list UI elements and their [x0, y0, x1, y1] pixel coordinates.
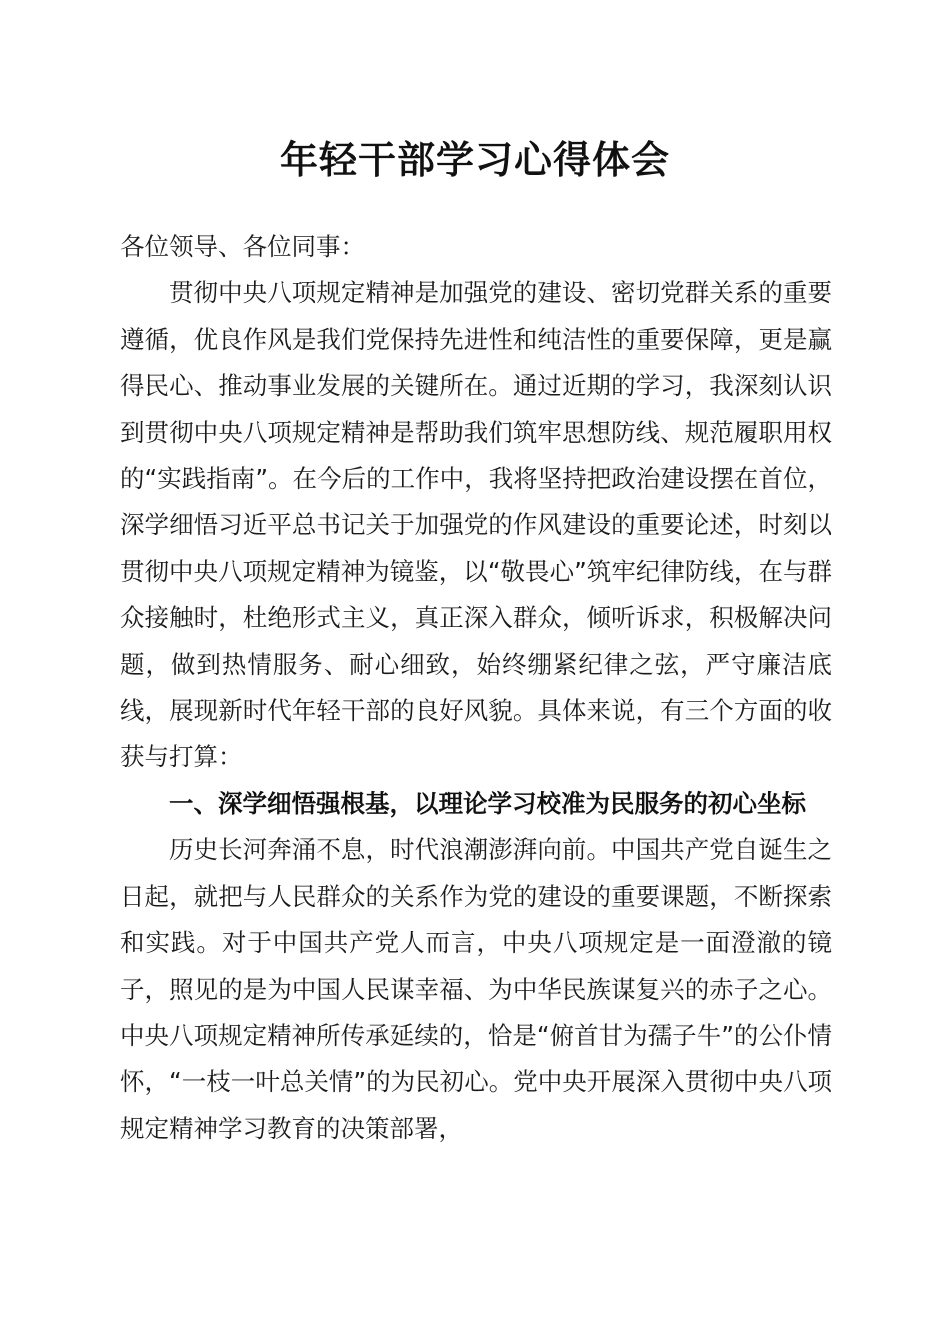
paragraph-section-1: 历史长河奔涌不息，时代浪潮澎湃向前。中国共产党自诞生之日起，就把与人民群众的关系作为党的建设的重要课题，不断探索和实践。对于中国共产党人而言，中央八项规定是一面澄澈的镜子，照见的是为中国人民谋幸福、为中华民族谋复兴的赤子之心。中央八项规定精神所传承延续的，恰是“俯首甘为孺子牛”的公仆情怀，“一枝一叶总关情”的为民初心。党中央开展深入贯彻中央八项规定精神学习教育的决策部署，: [120, 835, 832, 1143]
salutation: 各位领导、各位同事：: [120, 232, 365, 261]
document-title: 年轻干部学习心得体会: [279, 137, 670, 182]
document-body: [120, 224, 832, 1152]
paragraph-intro: 贯彻中央八项规定精神是加强党的建设、密切党群关系的重要遵循，优良作风是我们党保持先进性和纯洁性的重要保障，更是赢得民心、推动事业发展的关键所在。通过近期的学习，我深刻认识到贯彻中央八项规定精神是帮助我们筑牢思想防线、规范履职用权的“实践指南”。在今后的工作中，我将坚持把政治建设摆在首位，深学细悟习近平总书记关于加强党的作风建设的重要论述，时刻以贯彻中央八项规定精神为镜鉴，以“敬畏心”筑牢纪律防线，在与群众接触时，杜绝形式主义，真正深入群众，倾听诉求，积极解决问题，做到热情服务、耐心细致，始终绷紧纪律之弦，严守廉洁底线，展现新时代年轻干部的良好风貌。具体来说，有三个方面的收获与打算：: [120, 278, 832, 772]
section-heading-1: 一、深学细悟强根基，以理论学习校准为民服务的初心坐标: [169, 788, 806, 818]
